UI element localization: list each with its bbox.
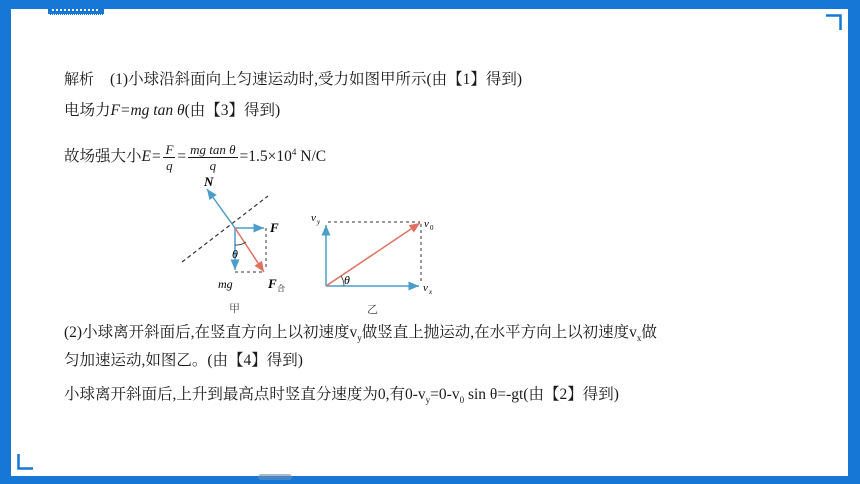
label-N: N bbox=[204, 174, 214, 189]
heading-jiexi: 解析 bbox=[64, 70, 95, 88]
fraction-mgtan-over-q bbox=[188, 142, 237, 173]
line-4-c: 做 bbox=[641, 324, 657, 341]
label-vx-sub: x bbox=[429, 288, 433, 296]
label-mg: mg bbox=[218, 277, 233, 291]
frac1-den: q bbox=[166, 158, 173, 174]
line-4-b: 做竖直上抛运动,在水平方向上以初速度v bbox=[361, 324, 637, 341]
solution-line-4 bbox=[64, 323, 657, 348]
label-jia: 甲 bbox=[229, 302, 240, 315]
label-vy: v bbox=[311, 212, 316, 224]
label-theta-2: θ bbox=[344, 273, 350, 287]
solution-line-6 bbox=[64, 385, 619, 410]
label-F-he-sub: 合 bbox=[277, 284, 285, 293]
line-6-sub-0: 0 bbox=[459, 395, 465, 406]
bottom-mark bbox=[258, 474, 292, 480]
corner-bracket-bottom-left bbox=[17, 454, 33, 470]
line-3-result: =1.5×10 bbox=[239, 148, 292, 166]
label-vy-sub: y bbox=[317, 218, 321, 226]
line-4-sub-y: y bbox=[357, 333, 362, 344]
frac1-num: F bbox=[165, 142, 174, 158]
force-velocity-diagram bbox=[176, 170, 456, 320]
line-3-unit: N/C bbox=[296, 148, 327, 166]
arrow-N bbox=[207, 189, 235, 228]
top-tab-dots bbox=[52, 9, 100, 11]
line-6-sub-y: y bbox=[425, 395, 431, 406]
line-2-formula: F=mg tan θ bbox=[110, 102, 185, 119]
fraction-F-over-q bbox=[163, 142, 175, 173]
label-vx: v bbox=[423, 282, 428, 294]
frame-left bbox=[0, 0, 11, 484]
frame-bottom bbox=[0, 476, 860, 484]
frame-top bbox=[0, 0, 860, 9]
line-6-b: =0-v bbox=[430, 386, 460, 403]
arrow-F-resultant bbox=[235, 228, 264, 272]
solution-line-1 bbox=[64, 69, 522, 90]
label-F-he: F bbox=[268, 276, 277, 291]
arrow-v0 bbox=[326, 223, 420, 286]
corner-bracket-top-right bbox=[826, 14, 842, 30]
line-6-a: 小球离开斜面后,上升到最高点时竖直分速度为0,有0-v bbox=[64, 386, 426, 403]
line-3-prefix: 故场强大小 bbox=[64, 148, 142, 166]
line-4-a: (2)小球离开斜面后,在竖直方向上以初速度v bbox=[64, 324, 358, 341]
incline-dashed-line bbox=[182, 196, 268, 262]
label-theta-1: θ bbox=[232, 247, 238, 261]
frame-right bbox=[848, 0, 860, 484]
label-F: F bbox=[270, 220, 279, 235]
line-3-exponent: 4 bbox=[291, 147, 297, 157]
label-v0: v bbox=[424, 218, 429, 230]
label-yi: 乙 bbox=[367, 303, 378, 316]
line-3-eq: = bbox=[177, 148, 187, 166]
line-2-prefix: 电场力 bbox=[64, 102, 111, 119]
frac2-num: mg tan θ bbox=[190, 142, 236, 158]
line-6-c: sin θ=-gt(由【2】得到) bbox=[464, 386, 619, 403]
solution-line-5 bbox=[64, 351, 303, 371]
frac2-den: q bbox=[209, 158, 217, 174]
top-tab bbox=[48, 0, 104, 15]
solution-line-3 bbox=[64, 136, 326, 173]
line-5-text: 匀加速运动,如图乙。(由【4】得到) bbox=[64, 352, 303, 369]
line-4-sub-x: x bbox=[636, 333, 642, 344]
label-v0-sub: 0 bbox=[430, 224, 434, 232]
line-1-text: (1)小球沿斜面向上匀速运动时,受力如图甲所示(由【1】得到) bbox=[110, 71, 523, 88]
line-3-E: E= bbox=[141, 148, 162, 166]
solution-line-2 bbox=[64, 101, 280, 121]
line-2-suffix: (由【3】得到) bbox=[184, 102, 281, 119]
